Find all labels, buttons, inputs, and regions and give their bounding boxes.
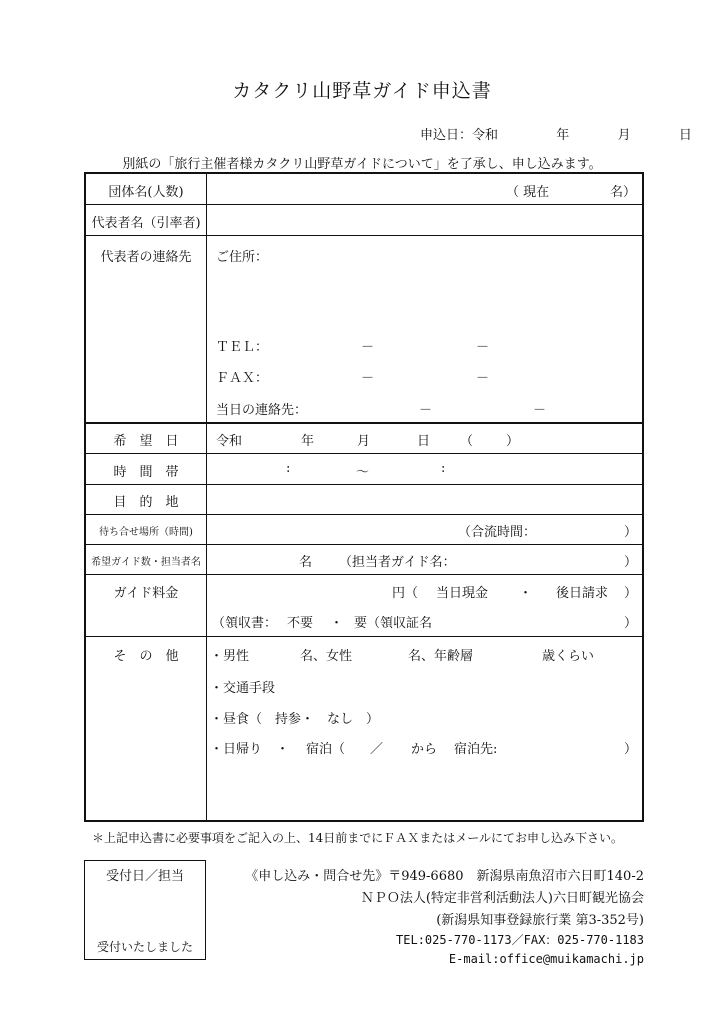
contact-email[interactable]: E-mail:office@muikamachi.jp (448, 952, 644, 966)
row-divider (86, 204, 642, 205)
time-colon-2: : (441, 461, 446, 476)
fax-label: ＦＡＸ： (216, 371, 269, 386)
row-divider (86, 514, 642, 515)
other-gender: ・男性 (210, 649, 250, 664)
contact-label: 代表者の連絡先 (100, 250, 192, 265)
other-label: そ の 他 (113, 649, 179, 664)
other-age-suffix: 歳くらい (542, 649, 595, 664)
day-contact-dash-2: － (533, 403, 547, 418)
receipt-not-needed: 不要 (287, 616, 314, 631)
row-divider (86, 235, 642, 236)
date-month: 月 (617, 128, 631, 143)
page-title: カタクリ山野草ガイド申込書 (232, 80, 492, 102)
row-divider (86, 422, 642, 424)
fee-yen: 円（ (392, 586, 419, 601)
day-contact-dash-1: － (419, 403, 433, 418)
time-label: 時 間 帯 (113, 465, 179, 480)
other-day-trip: ・日帰り (210, 742, 263, 757)
contact-address: 《申し込み・問合せ先》〒949-6680 新潟県南魚沼市六日町140-2 (245, 869, 644, 884)
address-label: ご住所： (216, 250, 269, 265)
hope-date-year: 年 (301, 434, 315, 449)
time-tilde: ～ (356, 465, 370, 480)
hope-date-paren-close: ） (506, 434, 520, 449)
hope-date-day: 日 (417, 434, 431, 449)
group-name-label: 団体名(人数) (108, 185, 184, 200)
tel-label: ＴＥＬ： (216, 340, 269, 355)
join-time-label: （合流時間： (458, 525, 537, 540)
receipt-label: （領収書： (212, 616, 278, 631)
receipt-stamp-box (84, 860, 206, 960)
destination-label: 目 的 地 (113, 495, 179, 510)
application-date (420, 124, 692, 143)
hope-date-paren-open: （ (460, 434, 474, 449)
date-day: 日 (678, 128, 692, 143)
contact-registration: (新潟県知事登録旅行業 第3-352号) (436, 913, 644, 928)
hope-date-label: 希 望 日 (113, 434, 179, 449)
application-form (84, 172, 644, 822)
fee-cash: 当日現金 (436, 586, 489, 601)
intro-text: 別紙の「旅行主催者様カタクリ山野草ガイドについて」を了承し、申し込みます。 (122, 157, 602, 172)
representative-field[interactable] (210, 207, 638, 233)
other-stay-open: 宿泊（ (306, 742, 346, 757)
contact-phone-fax: TEL:025-770-1173／FAX：025-770-1183 (396, 933, 644, 947)
guide-count-mei: 名 (299, 555, 313, 570)
group-current-close: 名） (610, 185, 637, 200)
tel-dash-2: － (476, 340, 490, 355)
other-lunch: ・昼食（ 持参・ なし ） (210, 712, 380, 727)
receipt-dot: ・ (330, 616, 344, 631)
column-divider (206, 174, 207, 820)
receipt-close: ） (624, 616, 638, 631)
receipt-date-label: 受付日／担当 (105, 869, 184, 884)
group-current-open: （ 現在 (506, 185, 550, 200)
receipt-needed: 要（領収証名 (354, 616, 433, 631)
fee-dot: ・ (519, 586, 533, 601)
row-divider (86, 544, 642, 545)
other-stay-from: から (411, 742, 438, 757)
guide-count-label: 希望ガイド数・担当者名 (91, 557, 201, 568)
other-stay-dot: ・ (276, 742, 290, 757)
contact-organization: ＮＰＯ法人(特定非営利活動法人)六日町観光協会 (360, 891, 644, 906)
other-age-group: 名、年齢層 (408, 649, 474, 664)
fee-label: ガイド料金 (113, 586, 179, 601)
other-transport: ・交通手段 (210, 681, 276, 696)
representative-label: 代表者名（引率者) (91, 216, 201, 231)
guide-name-close: ） (624, 555, 638, 570)
other-female: 名、女性 (300, 649, 353, 664)
join-time-close: ） (624, 525, 638, 540)
time-colon-1: : (286, 461, 291, 476)
group-name-field[interactable] (210, 176, 500, 202)
destination-field[interactable] (210, 486, 638, 512)
fax-dash-1: － (361, 371, 375, 386)
instruction-note: ＊上記申込書に必要事項をご記入の上、14日前までにＦＡＸまたはメールにてお申し込み下さい。 (92, 831, 624, 845)
other-stay-slash: ／ (370, 742, 384, 757)
date-year: 年 (556, 128, 570, 143)
other-stay-place: 宿泊先: (454, 742, 498, 757)
row-divider (86, 636, 642, 637)
row-divider (86, 484, 642, 485)
tel-dash-1: － (361, 340, 375, 355)
row-divider (86, 574, 642, 575)
hope-date-month: 月 (357, 434, 371, 449)
date-label: 申込日：令和 (420, 128, 499, 143)
fee-close: ） (624, 586, 638, 601)
other-stay-close: ） (624, 742, 638, 757)
guide-name-label: （担当者ガイド名： (339, 555, 456, 570)
hope-date-era: 令和 (216, 434, 243, 449)
row-divider (86, 453, 642, 454)
day-contact-label: 当日の連絡先： (216, 403, 308, 418)
meeting-place-label: 待ち合せ場所（時間) (99, 527, 193, 538)
fax-dash-2: － (476, 371, 490, 386)
fee-later: 後日請求 (556, 586, 609, 601)
receipt-received-label: 受付いたしました (96, 940, 193, 954)
